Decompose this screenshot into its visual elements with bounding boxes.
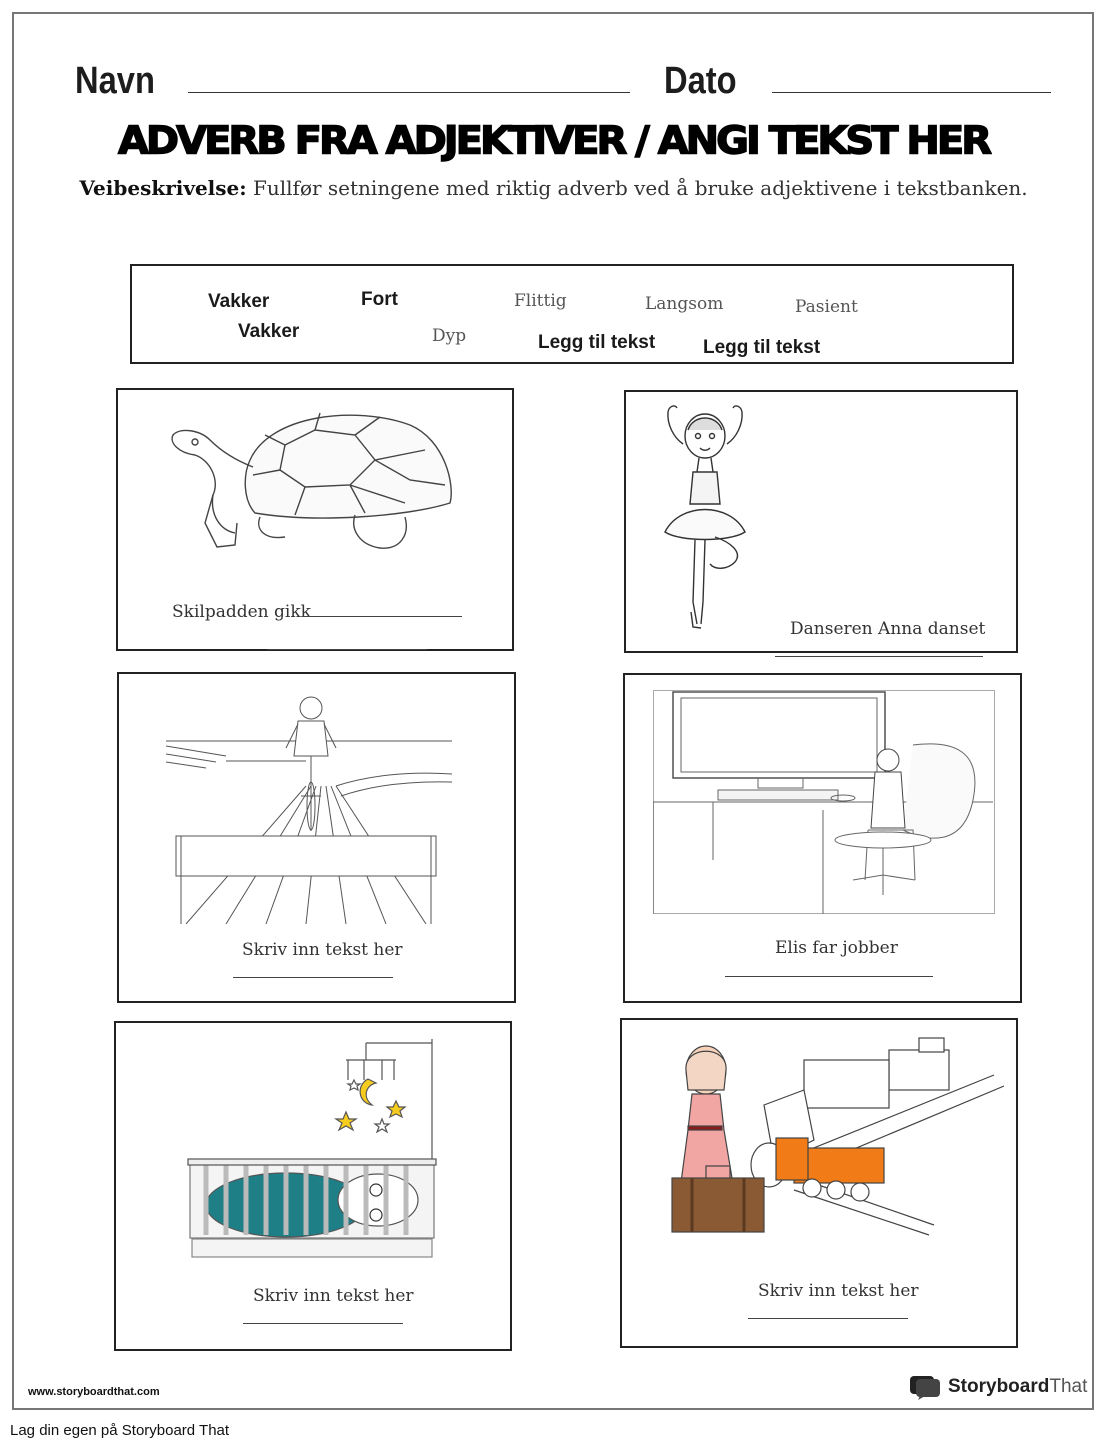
word-bank-item[interactable]: Langsom (645, 294, 724, 314)
instructions[interactable] (0, 176, 1107, 200)
answer-line[interactable] (233, 977, 393, 978)
word-bank-item[interactable]: Legg til tekst (703, 337, 821, 358)
answer-line[interactable] (775, 656, 983, 657)
answer-line[interactable] (267, 649, 427, 650)
crib-mobile-illustration (186, 1035, 438, 1263)
cyclist-track-illustration (166, 686, 452, 924)
brand-bold: Storyboard (948, 1376, 1050, 1397)
word-bank-item[interactable]: Vakker (238, 321, 300, 342)
word-bank-item[interactable]: Flittig (514, 291, 567, 311)
instruction-label: Veibeskrivelse: (79, 176, 247, 200)
cell-caption[interactable]: Skriv inn tekst her (758, 1281, 919, 1301)
office-man-illustration (653, 690, 995, 914)
brand-light: That (1049, 1376, 1088, 1397)
answer-line[interactable] (243, 1323, 403, 1324)
cell-caption[interactable]: Danseren Anna danset (790, 619, 986, 639)
cell-caption[interactable]: Skilpadden gikk (172, 602, 311, 622)
name-input-line[interactable] (188, 92, 630, 93)
worksheet-title[interactable]: ADVERB FRA ADJEKTIVER / ANGI TEKST HER (117, 119, 990, 163)
answer-line[interactable] (748, 1318, 908, 1319)
footer-url[interactable]: www.storyboardthat.com (28, 1386, 160, 1398)
answer-line[interactable] (302, 616, 462, 617)
word-bank-item[interactable]: Vakker (208, 291, 270, 312)
cell-caption[interactable]: Skriv inn tekst her (253, 1286, 414, 1306)
instruction-text: Fullfør setningene med riktig adverb ved å bruke adjektivene i tekstbanken. (246, 176, 1028, 200)
word-bank-item[interactable]: Pasient (795, 297, 858, 317)
make-your-own-link[interactable]: Lag din egen på Storyboard That (10, 1422, 230, 1439)
answer-line[interactable] (725, 976, 933, 977)
cell-caption[interactable]: Elis far jobber (775, 938, 898, 958)
date-label: Dato (664, 60, 737, 102)
girl-train-illustration (664, 1030, 1004, 1240)
date-input-line[interactable] (772, 92, 1051, 93)
speech-bubble-icon (908, 1374, 942, 1400)
word-bank-item[interactable]: Fort (361, 289, 398, 310)
word-bank-item[interactable]: Legg til tekst (538, 332, 656, 353)
word-bank-item[interactable]: Dyp (432, 326, 467, 346)
tortoise-illustration (165, 405, 465, 555)
ballerina-illustration (655, 402, 755, 637)
storyboardthat-logo[interactable] (908, 1374, 1087, 1400)
cell-caption[interactable]: Skriv inn tekst her (242, 940, 403, 960)
name-label: Navn (75, 60, 155, 102)
